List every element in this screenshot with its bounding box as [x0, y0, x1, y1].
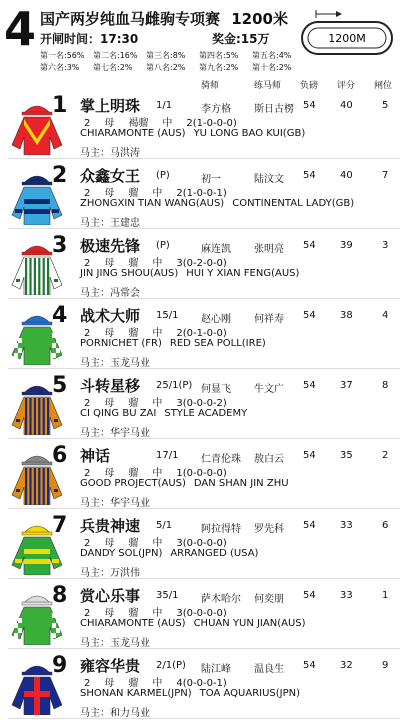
horse-odds: 35/1	[156, 590, 179, 601]
race-number: 4	[4, 2, 37, 56]
horse-age: 2	[84, 188, 91, 199]
jockey-name: 赵心刚	[201, 314, 231, 325]
odds-cell: 第九名:2%	[199, 63, 239, 72]
horse-odds: 2/1(P)	[156, 660, 186, 671]
horse-rating: 37	[340, 380, 353, 391]
dam: CHUAN YUN JIAN(AUS)	[193, 618, 306, 629]
horse-rating: 32	[340, 660, 353, 671]
horse-sex: 母	[104, 328, 115, 339]
jockey-name: 麻连凯	[201, 244, 231, 255]
trainer-name: 牛文广	[254, 384, 284, 395]
horse-sex: 母	[104, 608, 115, 619]
horse-odds: 5/1	[156, 520, 173, 531]
horse-odds: (P)	[156, 240, 170, 251]
horse-rating: 33	[340, 520, 353, 531]
horse-record: 2(1-0-0-0)	[186, 118, 237, 129]
horse-sex: 母	[104, 468, 115, 479]
prize-money: 奖金:15万	[212, 32, 270, 46]
carried-weight: 54	[303, 590, 316, 601]
draw-number: 2	[382, 450, 389, 461]
horse-origin: 中	[152, 608, 163, 619]
horse-sex: 母	[104, 398, 115, 409]
horse-number: 9	[52, 653, 68, 678]
pedigree	[80, 618, 306, 629]
horse-age: 2	[84, 398, 91, 409]
jockey-name: 初一	[201, 174, 221, 185]
horse-age: 2	[84, 608, 91, 619]
horse-record: 2(1-0-0-1)	[176, 188, 227, 199]
draw-number: 6	[382, 520, 389, 531]
horse-color: 褐骝	[128, 118, 149, 129]
horse-odds: (P)	[156, 170, 170, 181]
horse-age: 2	[84, 538, 91, 549]
sire: CHIARAMONTE (AUS)	[80, 128, 186, 139]
horse-color: 骝	[128, 328, 139, 339]
horse-entry	[8, 443, 400, 509]
trainer-name: 陆汶文	[254, 174, 284, 185]
dam: STYLE ACADEMY	[164, 408, 248, 419]
dam: HUI Y XIAN FENG(AUS)	[186, 268, 300, 279]
sire: JIN JING SHOU(AUS)	[80, 268, 179, 279]
horse-odds: 17/1	[156, 450, 179, 461]
horse-record: 4(0-0-0-1)	[176, 678, 227, 689]
dam: DAN SHAN JIN ZHU	[193, 478, 289, 489]
horse-rating: 40	[340, 100, 353, 111]
sire: PORNICHET (FR)	[80, 338, 162, 349]
horse-rating: 39	[340, 240, 353, 251]
horse-details	[84, 324, 227, 339]
horse-rating: 40	[340, 170, 353, 181]
horse-age: 2	[84, 328, 91, 339]
horse-origin: 中	[152, 468, 163, 479]
pedigree	[80, 408, 247, 419]
pedigree	[80, 338, 266, 349]
jockey-name: 李方格	[201, 104, 231, 115]
horse-odds: 1/1	[156, 100, 173, 111]
finish-odds-row-1	[40, 50, 305, 61]
horse-color: 骝	[128, 608, 139, 619]
horse-rating: 35	[340, 450, 353, 461]
horse-details	[84, 674, 227, 689]
race-header	[0, 0, 405, 78]
owner: 马主：王建忠	[80, 218, 140, 229]
pedigree	[80, 478, 289, 489]
horse-sex: 母	[104, 118, 115, 129]
horse-number: 5	[52, 373, 68, 398]
draw-number: 8	[382, 380, 389, 391]
col-rating: 评分	[337, 81, 356, 91]
jockey-name: 阿拉得特	[201, 524, 241, 535]
horse-age: 2	[84, 118, 91, 129]
horse-name: 极速先锋	[80, 237, 141, 255]
track-distance-label: 1200M	[328, 32, 366, 45]
draw-number: 1	[382, 590, 389, 601]
horse-color: 骝	[128, 258, 139, 269]
horse-sex: 母	[104, 258, 115, 269]
horse-details	[84, 394, 227, 409]
dam: YU LONG BAO KUI(GB)	[193, 128, 306, 139]
draw-number: 9	[382, 660, 389, 671]
dam: RED SEA POLL(IRE)	[169, 338, 266, 349]
horse-record: 2(0-1-0-0)	[176, 328, 227, 339]
horse-origin: 中	[152, 188, 163, 199]
horse-rating: 33	[340, 590, 353, 601]
owner: 马主：华宇马业	[80, 428, 150, 439]
horse-number: 1	[52, 93, 68, 118]
carried-weight: 54	[303, 240, 316, 251]
horse-odds: 15/1	[156, 310, 179, 321]
jockey-name: 萨木哈尔	[201, 594, 241, 605]
jockey-name: 何显飞	[201, 384, 231, 395]
dam: TOA AQUARIUS(JPN)	[199, 688, 301, 699]
horse-origin: 中	[152, 328, 163, 339]
horse-sex: 母	[104, 538, 115, 549]
sire: SHONAN KARMEL(JPN)	[80, 688, 192, 699]
horse-odds: 25/1(P)	[156, 380, 193, 391]
horse-details	[84, 114, 237, 129]
horse-entry	[8, 583, 400, 649]
horse-color: 骝	[128, 398, 139, 409]
col-draw: 闸位	[374, 81, 393, 91]
carried-weight: 54	[303, 660, 316, 671]
trainer-name: 敖白云	[254, 454, 284, 465]
col-jockey: 骑师	[201, 81, 220, 91]
draw-number: 7	[382, 170, 389, 181]
horse-name: 众鑫女王	[80, 167, 141, 185]
trainer-name: 罗先科	[254, 524, 284, 535]
owner: 马主：冯常会	[80, 288, 140, 299]
owner: 马主：万洪伟	[80, 568, 140, 579]
owner: 马主：玉龙马业	[80, 638, 150, 649]
pedigree	[80, 548, 258, 559]
horse-record: 3(0-0-0-2)	[176, 398, 227, 409]
horse-name: 掌上明珠	[80, 97, 141, 115]
owner: 马主：玉龙马业	[80, 358, 150, 369]
horse-details	[84, 464, 227, 479]
horse-name: 神话	[80, 447, 111, 465]
odds-cell: 第八名:2%	[146, 63, 186, 72]
trainer-name: 张明亮	[254, 244, 284, 255]
trainer-name: 何祥寿	[254, 314, 284, 325]
carried-weight: 54	[303, 520, 316, 531]
owner: 马主：华宇马业	[80, 498, 150, 509]
odds-cell: 第五名:4%	[252, 51, 292, 60]
horse-origin: 中	[152, 678, 163, 689]
horse-record: 3(0-0-0-0)	[176, 608, 227, 619]
carried-weight: 54	[303, 310, 316, 321]
horse-name: 战术大师	[80, 307, 141, 325]
carried-weight: 54	[303, 100, 316, 111]
horse-color: 骝	[128, 188, 139, 199]
jockey-name: 陆江峰	[201, 664, 231, 675]
sire: CHIARAMONTE (AUS)	[80, 618, 186, 629]
col-trainer: 练马师	[254, 81, 282, 91]
horse-color: 骝	[128, 538, 139, 549]
odds-cell: 第四名:5%	[199, 51, 239, 60]
odds-cell: 第三名:8%	[146, 51, 186, 60]
horse-entry	[8, 303, 400, 369]
horse-name: 斗转星移	[80, 377, 141, 395]
sire: ZHONGXIN TIAN WANG(AUS)	[80, 198, 225, 209]
sire: GOOD PROJECT(AUS)	[80, 478, 186, 489]
draw-number: 4	[382, 310, 389, 321]
horse-entry	[8, 513, 400, 579]
pedigree	[80, 128, 305, 139]
horse-origin: 中	[152, 398, 163, 409]
horse-entry	[8, 653, 400, 719]
race-title	[40, 8, 288, 29]
race-distance: 1200米	[231, 10, 288, 28]
dam: ARRANGED (USA)	[170, 548, 259, 559]
odds-cell: 第七名:2%	[93, 63, 133, 72]
horse-number: 3	[52, 233, 68, 258]
horse-entry	[8, 233, 400, 299]
horse-name: 雍容华贵	[80, 657, 141, 675]
horse-number: 7	[52, 513, 68, 538]
horse-number: 2	[52, 163, 68, 188]
horse-record: 3(0-0-0-0)	[176, 538, 227, 549]
horse-entry	[8, 373, 400, 439]
pedigree	[80, 268, 299, 279]
col-weight: 负磅	[300, 81, 319, 91]
owner: 马主：和力马业	[80, 708, 150, 719]
horse-details	[84, 534, 227, 549]
horse-age: 2	[84, 678, 91, 689]
horse-number: 8	[52, 583, 68, 608]
horse-origin: 中	[152, 258, 163, 269]
finish-odds-row-2	[40, 62, 305, 73]
horse-name: 兵贵神速	[80, 517, 141, 535]
start-time: 开闸时间：17:30	[40, 32, 139, 46]
horse-entry	[8, 163, 400, 229]
owner: 马主：马洪涛	[80, 148, 140, 159]
horse-number: 4	[52, 303, 68, 328]
jockey-name: 仁青伦珠	[201, 454, 241, 465]
horse-color: 骝	[128, 468, 139, 479]
sire: DANDY SOL(JPN)	[80, 548, 163, 559]
horse-details	[84, 604, 227, 619]
horse-color: 骝	[128, 678, 139, 689]
race-title-text: 国产两岁纯血马雌驹专项赛	[40, 10, 221, 28]
horse-details	[84, 254, 227, 269]
dam: CONTINENTAL LADY(GB)	[232, 198, 355, 209]
sire: CI QING BU ZAI	[80, 408, 157, 419]
trainer-name: 斯日古楞	[254, 104, 294, 115]
pedigree	[80, 198, 354, 209]
horse-sex: 母	[104, 678, 115, 689]
horse-origin: 中	[162, 118, 173, 129]
horse-record: 3(0-2-0-0)	[176, 258, 227, 269]
odds-cell: 第二名:16%	[93, 51, 138, 60]
odds-cell: 第六名:3%	[40, 63, 80, 72]
trainer-name: 何奕朋	[254, 594, 284, 605]
horse-sex: 母	[104, 188, 115, 199]
horse-origin: 中	[152, 538, 163, 549]
horse-number: 6	[52, 443, 68, 468]
horse-age: 2	[84, 468, 91, 479]
carried-weight: 54	[303, 170, 316, 181]
draw-number: 5	[382, 100, 389, 111]
carried-weight: 54	[303, 380, 316, 391]
horse-age: 2	[84, 258, 91, 269]
draw-number: 3	[382, 240, 389, 251]
trainer-name: 温良生	[254, 664, 284, 675]
carried-weight: 54	[303, 450, 316, 461]
odds-cell: 第一名:56%	[40, 51, 85, 60]
pedigree	[80, 688, 300, 699]
horse-rating: 38	[340, 310, 353, 321]
horse-name: 赏心乐事	[80, 587, 141, 605]
odds-cell: 第十名:2%	[252, 63, 292, 72]
horse-entry	[8, 93, 400, 159]
horse-details	[84, 184, 227, 199]
track-diagram-icon	[296, 6, 398, 60]
horse-record: 1(0-0-0-0)	[176, 468, 227, 479]
